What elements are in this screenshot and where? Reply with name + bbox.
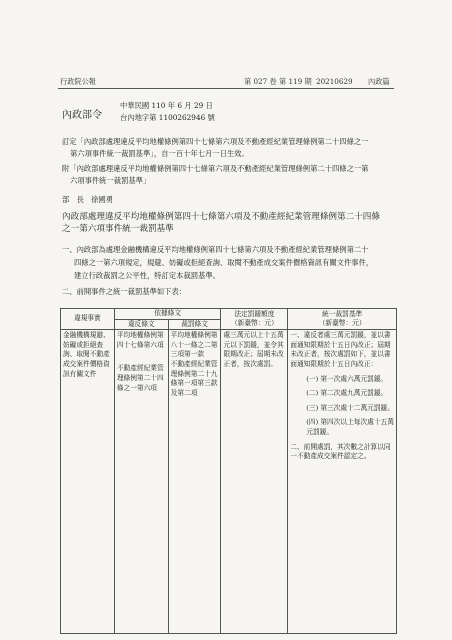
standard-list [290,331,394,462]
order-body-line-1: 訂定「內政部處理違反平均地權條例第四十七條第六項及不動產經紀業管理條例第二十四條之一 [62,137,369,146]
gazette-section: 內政篇 [368,77,390,86]
header-fine-range-unit: （新臺幣：元） [230,319,278,328]
violation-fact-cell [61,330,115,634]
standard-subitem-2 [290,389,394,399]
fine-range-text: 處三萬元以上十五萬元以下罰鍰，並令其限期改正；屆期未改正者，按次處罰。 [223,331,284,368]
standard-cell [288,330,397,634]
paragraph-2: 二、前開事件之統一裁罰基準如下表： [62,287,187,296]
paragraph-1-line-3: 建立行政裁罰之公平性，特訂定本裁罰基準。 [74,271,220,280]
standard-subitem-3-label: (三) [306,403,319,412]
header-standard-unit: （新臺幣：元） [318,319,366,328]
header-standard-label: 統一裁罰基準 [322,309,363,318]
penalty-table [60,308,397,634]
standard-subitem-1-label: (一) [306,374,319,383]
penalty-article-cell [168,330,221,634]
header-standard [288,309,397,330]
standard-subitem-2-text: 第二次處九萬元罰鍰。 [320,389,388,398]
standard-item-2 [290,443,394,462]
standard-item-2-text: 前開處罰，其次數之計算以同一不動產成交案件認定之。 [290,442,391,461]
standard-subitem-2-label: (二) [306,389,319,398]
fine-range-cell [221,330,288,634]
standard-item-1 [290,331,394,369]
minister-signature: 部 長 徐國勇 [62,195,114,204]
penalty-article-1: 平均地權條例第八十一條之二第三項第一款 [170,331,218,359]
gazette-publisher: 行政院公報 [60,77,96,86]
paragraph-1-line-1: 一、內政部為處理金融機構違反平均地權條例第四十七條第六項及不動產經紀業管理條例第二十 [62,245,369,254]
standard-subitem-3 [290,404,394,414]
header-penalty-article: 裁罰條文 [168,319,221,330]
header-violated-article: 違反條文 [114,319,168,330]
regulation-title-line-1: 內政部處理違反平均地權條例第四十七條第六項及不動產經紀業管理條例第二十四條 [62,212,380,222]
violation-fact-text: 金融機構規避、妨礙或拒絕查詢、取閱不動產成交案件價格資訊有關文件 [63,331,110,378]
regulation-title-line-2: 之一第六項事件統一裁罰基準 [62,224,174,234]
order-body-line-3: 附「內政部處理違反平均地權條例第四十七條第六項及不動產經紀業管理條例第二十四條之一第 [62,164,369,173]
standard-subitem-4-text: 第四次以上每次處十五萬元罰鍰。 [306,418,394,436]
paragraph-1-line-2: 四條之一第六項規定，規避、妨礙或拒絕查詢、取閱不動產成交案件價格資訊有關文件事件， [74,258,374,267]
standard-subitem-1 [290,375,394,385]
standard-subitem-4 [290,418,394,437]
header-rule [58,88,394,89]
standard-item-1-text: 違反者處三萬元罰鍰，並以書面通知限期於十五日內改正；屆期未改正者，按次處罰如下，並以書面通知限期於十五日內改正： [290,331,391,368]
order-body-line-4: 六項事件統一裁罰基準」 [70,176,151,185]
header-basis: 依據條文 [114,309,221,320]
standard-item-1-label: 一、 [290,331,304,340]
standard-item-2-label: 二、 [290,442,304,451]
gazette-date: 20210629 [316,77,353,86]
violated-article-cell [114,330,168,634]
violated-article-2: 不動產經紀業管理條例第二十四條之一第六項 [116,364,164,392]
order-date: 中華民國 110 年 6 月 29 日 [120,101,213,110]
standard-subitem-3-text: 第三次處十二萬元罰鍰。 [320,403,394,412]
gazette-volume: 第 027 卷 [244,77,277,86]
issuing-agency: 內政部令 [62,110,102,121]
penalty-article-2: 不動產經紀業管理條例第二十九條第一項第三款及第二項 [170,359,218,397]
order-number: 台內地字第 1100262946 號 [120,113,215,122]
violated-article-1: 平均地權條例第四十七條第六項 [116,331,164,349]
header-fine-range [221,309,288,330]
order-body-line-2: 第六項事件統一裁罰基準」，自一百十年七月一日生效。 [70,149,249,158]
header-violation: 違規事實 [61,309,115,330]
standard-subitem-4-label: (四) [306,418,319,427]
standard-subitem-1-text: 第一次處六萬元罰鍰。 [320,374,388,383]
header-fine-range-label: 法定罰鍰額度 [234,309,275,318]
gazette-issue: 第 119 期 [279,77,312,86]
